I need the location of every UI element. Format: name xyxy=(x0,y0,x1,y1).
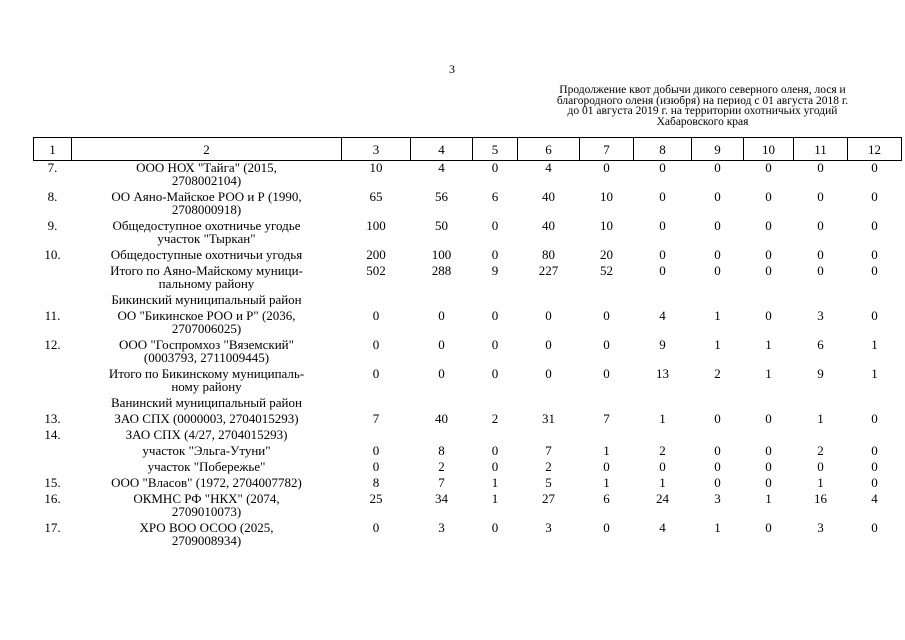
cell-value: 16 xyxy=(814,490,827,506)
cell-value xyxy=(692,396,744,412)
cell-value: 0 xyxy=(491,246,499,262)
row-name: ЗАО СПХ (4/27, 2704015293) xyxy=(125,426,288,442)
cell-value: 0 xyxy=(871,474,878,490)
cell-value: 2 xyxy=(545,458,552,474)
cell-value: 2 xyxy=(491,410,499,426)
column-header-11: 11 xyxy=(794,138,848,161)
table-row xyxy=(34,396,902,412)
caption-line: до 01 августа 2019 г. на территории охотничьих угодий xyxy=(567,105,838,117)
cell-value: 4 xyxy=(659,519,666,535)
row-number: 15. xyxy=(44,474,61,490)
cell-value: 1 xyxy=(871,365,878,381)
cell-value: 0 xyxy=(765,217,772,233)
row-number: 8. xyxy=(47,188,58,204)
cell-value: 0 xyxy=(603,458,610,474)
cell-value: 0 xyxy=(603,519,610,535)
cell-value: 0 xyxy=(871,442,878,458)
table-row xyxy=(34,338,902,367)
cell-value: 0 xyxy=(491,307,499,323)
row-number: 14. xyxy=(44,426,61,442)
cell-value: 20 xyxy=(600,246,613,262)
table-row xyxy=(34,293,902,309)
cell-value: 9 xyxy=(817,365,824,381)
cell-value: 0 xyxy=(817,217,824,233)
cell-value: 56 xyxy=(435,188,448,204)
caption-line: Продолжение квот добычи дикого северного оленя, лося и xyxy=(559,84,846,96)
column-header-2: 2 xyxy=(72,138,342,161)
column-header-12: 12 xyxy=(848,138,902,161)
row-name: ОО "Бикинское РОО и Р" (2036, 2707006025) xyxy=(117,307,296,336)
row-name: участок "Побережье" xyxy=(147,458,266,474)
cell-value: 0 xyxy=(714,262,721,278)
cell-value xyxy=(580,428,634,444)
cell-value: 0 xyxy=(765,442,772,458)
row-name: Общедоступное охотничье угодье участок "Тыркан" xyxy=(112,217,301,246)
table-header-row xyxy=(34,138,902,161)
row-number: 13. xyxy=(44,410,61,426)
cell-value: 0 xyxy=(603,307,610,323)
table-row xyxy=(34,428,902,444)
column-header-5: 5 xyxy=(473,138,518,161)
row-name: участок "Эльга-Утуни" xyxy=(142,442,271,458)
row-name: ХРО ВОО ОСОО (2025, 2709008934) xyxy=(139,519,274,548)
cell-value: 0 xyxy=(659,160,666,175)
cell-value: 0 xyxy=(871,217,878,233)
cell-value: 0 xyxy=(765,246,772,262)
cell-value: 0 xyxy=(603,336,610,352)
cell-value: 6 xyxy=(603,490,610,506)
cell-value: 0 xyxy=(765,474,772,490)
cell-value: 5 xyxy=(545,474,552,490)
quota-table xyxy=(33,137,902,550)
cell-value: 0 xyxy=(817,188,824,204)
column-header-7: 7 xyxy=(580,138,634,161)
cell-value: 1 xyxy=(603,442,610,458)
cell-value: 0 xyxy=(714,160,721,175)
cell-value xyxy=(473,293,518,309)
row-number: 9. xyxy=(47,217,58,233)
row-number xyxy=(34,264,72,293)
table-row xyxy=(34,190,902,219)
cell-value: 0 xyxy=(765,188,772,204)
cell-value: 0 xyxy=(871,262,878,278)
table-row xyxy=(34,367,902,396)
cell-value: 1 xyxy=(714,519,721,535)
table-body xyxy=(34,161,902,550)
cell-value: 0 xyxy=(372,365,380,381)
column-header-9: 9 xyxy=(692,138,744,161)
cell-value xyxy=(634,396,692,412)
cell-value xyxy=(411,396,473,412)
cell-value: 7 xyxy=(372,410,380,426)
column-header-10: 10 xyxy=(744,138,794,161)
cell-value: 0 xyxy=(438,307,445,323)
cell-value: 0 xyxy=(603,160,610,175)
cell-value: 2 xyxy=(438,458,445,474)
cell-value xyxy=(473,396,518,412)
cell-value: 0 xyxy=(871,188,878,204)
cell-value: 0 xyxy=(765,410,772,426)
cell-value xyxy=(794,293,848,309)
cell-value: 0 xyxy=(372,458,380,474)
cell-value: 0 xyxy=(491,365,499,381)
cell-value: 0 xyxy=(438,365,445,381)
cell-value: 1 xyxy=(817,474,824,490)
cell-value: 80 xyxy=(542,246,555,262)
cell-value: 10 xyxy=(600,188,613,204)
row-number xyxy=(34,444,72,460)
cell-value: 1 xyxy=(765,365,772,381)
cell-value: 7 xyxy=(545,442,552,458)
row-number: 7. xyxy=(47,160,58,175)
cell-value: 0 xyxy=(603,365,610,381)
cell-value: 34 xyxy=(435,490,448,506)
cell-value: 0 xyxy=(871,160,878,175)
cell-value: 2 xyxy=(659,442,666,458)
cell-value: 0 xyxy=(765,160,772,175)
cell-value: 4 xyxy=(871,490,878,506)
cell-value: 0 xyxy=(871,410,878,426)
row-name: ООО "Власов" (1972, 2704007782) xyxy=(111,474,302,490)
cell-value: 0 xyxy=(545,365,552,381)
cell-value: 3 xyxy=(545,519,552,535)
cell-value: 0 xyxy=(491,458,499,474)
cell-value xyxy=(411,428,473,444)
cell-value: 0 xyxy=(714,458,721,474)
cell-value xyxy=(744,428,794,444)
cell-value: 0 xyxy=(659,262,666,278)
cell-value: 0 xyxy=(438,336,445,352)
row-number xyxy=(34,367,72,396)
cell-value xyxy=(518,396,580,412)
cell-value: 13 xyxy=(656,365,669,381)
cell-value: 0 xyxy=(545,307,552,323)
cell-value: 0 xyxy=(491,217,499,233)
row-name: ООО НОХ "Тайга" (2015, 2708002104) xyxy=(136,160,277,188)
cell-value xyxy=(411,293,473,309)
cell-value: 7 xyxy=(438,474,445,490)
cell-value: 3 xyxy=(714,490,721,506)
cell-value: 1 xyxy=(603,474,610,490)
row-number xyxy=(34,396,72,412)
cell-value xyxy=(634,293,692,309)
cell-value: 0 xyxy=(714,188,721,204)
cell-value: 24 xyxy=(656,490,669,506)
cell-value: 6 xyxy=(491,188,499,204)
cell-value: 8 xyxy=(372,474,380,490)
row-name: ЗАО СПХ (0000003, 2704015293) xyxy=(114,410,299,426)
cell-value xyxy=(744,396,794,412)
cell-value: 100 xyxy=(366,217,386,233)
row-name: Ванинский муниципальный район xyxy=(111,394,302,410)
caption-line: Хабаровского края xyxy=(656,115,749,128)
cell-value: 4 xyxy=(545,160,552,175)
cell-value xyxy=(580,293,634,309)
cell-value: 100 xyxy=(431,246,452,262)
cell-value: 0 xyxy=(714,246,721,262)
cell-value xyxy=(794,396,848,412)
cell-value xyxy=(848,396,902,412)
table-row xyxy=(34,476,902,492)
cell-value: 0 xyxy=(491,519,499,535)
cell-value: 0 xyxy=(714,410,721,426)
cell-value: 10 xyxy=(600,217,613,233)
cell-value: 0 xyxy=(372,336,380,352)
cell-value: 1 xyxy=(659,410,666,426)
cell-value: 0 xyxy=(871,307,878,323)
cell-value: 40 xyxy=(542,217,555,233)
row-name: ООО "Госпромхоз "Вяземский" (0003793, 2711009445) xyxy=(119,336,294,365)
cell-value: 40 xyxy=(435,410,448,426)
cell-value: 8 xyxy=(438,442,445,458)
cell-value: 0 xyxy=(545,336,552,352)
cell-value: 6 xyxy=(817,336,824,352)
cell-value xyxy=(692,428,744,444)
cell-value xyxy=(342,396,411,412)
row-name: ОКМНС РФ "НКХ" (2074, 2709010073) xyxy=(133,490,280,519)
cell-value: 0 xyxy=(765,519,772,535)
row-name: Итого по Бикинскому муниципаль- ному району xyxy=(108,365,305,394)
cell-value xyxy=(794,428,848,444)
row-number xyxy=(34,460,72,476)
column-header-8: 8 xyxy=(634,138,692,161)
page-number: 3 xyxy=(449,62,455,76)
row-number: 16. xyxy=(44,490,61,506)
cell-value xyxy=(634,428,692,444)
cell-value: 3 xyxy=(438,519,445,535)
cell-value: 0 xyxy=(765,307,772,323)
cell-value xyxy=(473,428,518,444)
cell-value: 0 xyxy=(871,246,878,262)
cell-value: 0 xyxy=(491,336,499,352)
cell-value: 1 xyxy=(491,490,499,506)
cell-value xyxy=(580,396,634,412)
cell-value xyxy=(518,293,580,309)
table-row xyxy=(34,444,902,460)
cell-value: 9 xyxy=(659,336,666,352)
cell-value: 0 xyxy=(372,307,380,323)
cell-value: 0 xyxy=(817,246,824,262)
cell-value: 288 xyxy=(431,262,452,278)
cell-value: 40 xyxy=(542,188,555,204)
cell-value: 0 xyxy=(372,442,380,458)
cell-value: 1 xyxy=(817,410,824,426)
cell-value: 50 xyxy=(435,217,448,233)
column-header-3: 3 xyxy=(342,138,411,161)
cell-value: 0 xyxy=(714,217,721,233)
cell-value: 10 xyxy=(369,160,383,175)
cell-value: 0 xyxy=(765,458,772,474)
cell-value: 65 xyxy=(369,188,383,204)
table-caption xyxy=(530,85,875,127)
cell-value: 1 xyxy=(714,336,721,352)
row-name: Общедоступные охотничьи угодья xyxy=(110,246,303,262)
cell-value xyxy=(848,428,902,444)
cell-value xyxy=(848,293,902,309)
table-row xyxy=(34,460,902,476)
cell-value: 0 xyxy=(714,442,721,458)
row-number: 10. xyxy=(44,246,61,262)
cell-value: 1 xyxy=(765,490,772,506)
table-row xyxy=(34,309,902,338)
cell-value: 0 xyxy=(659,458,666,474)
cell-value: 0 xyxy=(491,442,499,458)
table-row xyxy=(34,264,902,293)
cell-value: 200 xyxy=(366,246,386,262)
cell-value: 0 xyxy=(817,160,824,175)
cell-value: 31 xyxy=(542,410,555,426)
cell-value: 0 xyxy=(372,519,380,535)
column-header-4: 4 xyxy=(411,138,473,161)
cell-value: 3 xyxy=(817,307,824,323)
row-name: ОО Аяно-Майское РОО и Р (1990, 2708000918) xyxy=(111,188,302,217)
cell-value: 1 xyxy=(871,336,878,352)
cell-value: 1 xyxy=(659,474,666,490)
table-row xyxy=(34,521,902,550)
row-name: Итого по Аяно-Майскому муници- пальному району xyxy=(110,262,303,291)
cell-value: 0 xyxy=(659,188,666,204)
cell-value: 27 xyxy=(542,490,555,506)
table-row xyxy=(34,412,902,428)
table-row xyxy=(34,492,902,521)
cell-value xyxy=(342,428,411,444)
cell-value: 1 xyxy=(765,336,772,352)
cell-value: 0 xyxy=(659,246,666,262)
column-header-1: 1 xyxy=(34,138,72,161)
table-row xyxy=(34,219,902,248)
cell-value: 0 xyxy=(765,262,772,278)
row-number: 11. xyxy=(44,307,61,323)
cell-value: 9 xyxy=(491,262,499,278)
cell-value: 2 xyxy=(714,365,721,381)
cell-value: 3 xyxy=(817,519,824,535)
row-number: 12. xyxy=(44,336,61,352)
cell-value: 7 xyxy=(603,410,610,426)
cell-value: 0 xyxy=(817,262,824,278)
cell-value: 502 xyxy=(366,262,386,278)
cell-value xyxy=(342,293,411,309)
cell-value: 25 xyxy=(369,490,383,506)
cell-value: 1 xyxy=(714,307,721,323)
cell-value: 4 xyxy=(438,160,445,175)
cell-value: 0 xyxy=(491,160,499,175)
row-number xyxy=(34,293,72,309)
table-row xyxy=(34,248,902,264)
column-header-6: 6 xyxy=(518,138,580,161)
cell-value: 0 xyxy=(871,458,878,474)
cell-value: 0 xyxy=(714,474,721,490)
row-name: Бикинский муниципальный район xyxy=(111,291,302,307)
cell-value: 2 xyxy=(817,442,824,458)
cell-value: 0 xyxy=(871,519,878,535)
cell-value: 1 xyxy=(491,474,499,490)
cell-value: 0 xyxy=(659,217,666,233)
cell-value: 4 xyxy=(659,307,666,323)
cell-value xyxy=(744,293,794,309)
cell-value: 0 xyxy=(817,458,824,474)
cell-value: 52 xyxy=(600,262,613,278)
cell-value xyxy=(518,428,580,444)
caption-line: благородного оленя (изюбря) на период с 01 августа 2018 г. xyxy=(556,94,849,107)
row-number: 17. xyxy=(44,519,61,535)
table-row xyxy=(34,161,902,190)
cell-value: 227 xyxy=(538,262,559,278)
cell-value xyxy=(692,293,744,309)
